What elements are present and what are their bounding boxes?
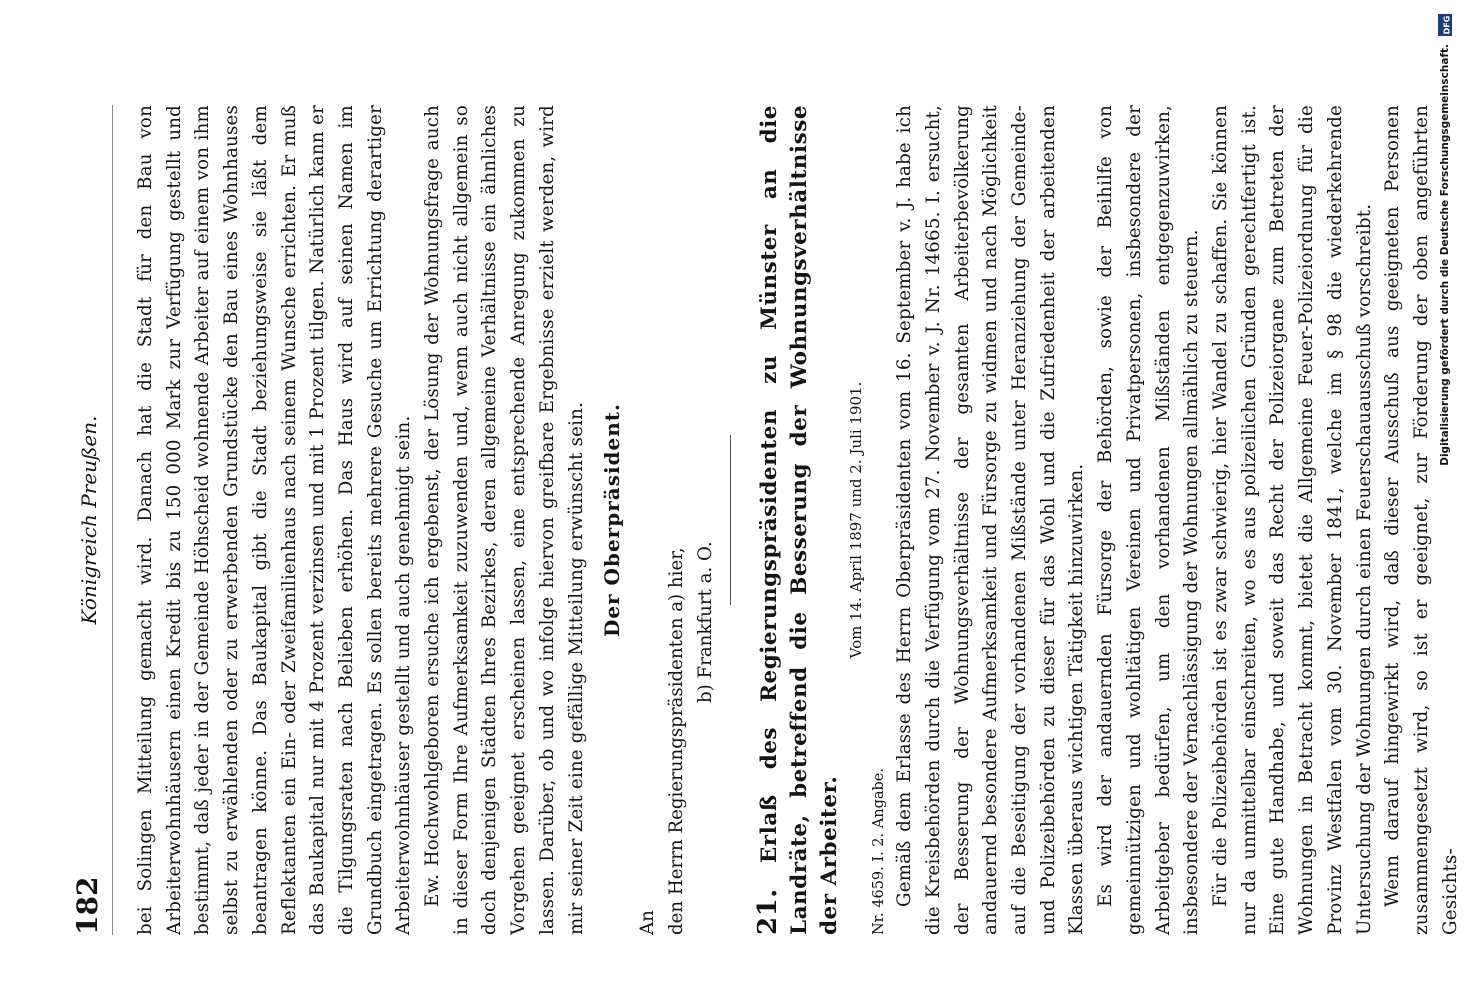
running-head: Königreich Preußen.	[77, 415, 101, 625]
address-an: An	[637, 910, 659, 935]
page-number: 182	[71, 876, 104, 935]
paragraph-ausschuss: Wenn darauf hingewirkt wird, daß dieser Ausschuß aus geeigneten Personen zusammengesetzt wird, so ist er geeignet, zur Förderung der oben angeführten Gesichts-	[1382, 105, 1461, 935]
rotated-scanned-page	[70, 65, 1461, 935]
paragraph-gemaess: Gemäß dem Erlasse des Herrn Oberpräsidenten vom 16. September v. J. habe ich die Kreisbehörden durch die Verfügung vom 27. November v. J. Nr. 14665. I. ersucht, der Besserung der Wohnungsverhältnisse der gesamten Arbeiterbevölkerung andauernd besondere Aufmerksamkeit und Fürsorge zu widmen und nach Möglichkeit auf die Beseitigung der vorhandenen Mißstände unter Heranziehung der Gemeinde- und Polizeibehörden zu dieser für das Wohl und die Zufriedenheit der arbeitenden Klassen überaus wichtigen Tätigkeit hinzuwirken.	[894, 105, 1088, 935]
digitization-credit	[1436, 14, 1452, 974]
paragraph-polizei: Für die Polizeibehörden ist es zwar schwierig, hier Wandel zu schaffen. Sie können nur da unmittelbar einschreiten, wo es aus polizeilichen Gründen gerechtfertigt ist. Eine gute Handhabe, und soweit das Recht der Polizeiorgane zum Betreten der Wohnungen in Betracht kommt, bietet die Allgemeine Feuer-Polizeiordnung für die Provinz Westfalen vom 30. November 1841, welche im § 98 die wiederkehrende Untersuchung der Wohnungen durch einen Feuerschauausschuß vorschreibt.	[1209, 105, 1375, 935]
paragraph-solingen: bei Solingen Mitteilung gemacht wird. Danach hat die Stadt für den Bau von Arbeiterwohnhäusern einen Kredit bis zu 150 000 Mark zur Verfügung gestellt und bestimmt, daß jeder in der Gemeinde Höhscheid wohnende Arbeiter auf einem von ihm selbst zu erwählenden oder zu erwerbenden Grundstücke den Bau eines Wohnhauses beantragen könne. Das Baukapital gibt die Stadt beziehungsweise sie läßt dem Reflektanten ein Ein- oder Zweifamilienhaus nach seinem Wunsche errichten. Er muß das Baukapital nur mit 4 Prozent verzinsen und mit 1 Prozent tilgen. Natürlich kann er die Tilgungsraten nach Belieben erhöhen. Das Haus wird auf seinen Namen im Grundbuch eingetragen. Es sollen bereits mehrere Gesuche um Errichtung derartiger Arbeiterwohnhäuser gestellt und auch genehmigt sein.	[135, 105, 415, 935]
paragraph-request: Ew. Hochwohlgeboren ersuche ich ergebenst, der Lösung der Wohnungsfrage auch in dieser Form Ihre Aufmerksamkeit zuzuwenden und, wenn auch nicht allgemein so doch denjenigen Städten Ihres Bezirkes, deren allgemeine Verhältnisse ein ähnliches Vorgehen geeignet erscheinen lassen, eine entsprechende Anregung zukommen zu lassen. Darüber, ob und wo infolge hiervon greifbare Ergebnisse erzielt werden, wird mir seiner Zeit eine gefällige Mitteilung erwünscht sein.	[422, 105, 587, 935]
section-divider	[730, 435, 731, 605]
page-body	[132, 105, 1465, 935]
page-header	[70, 105, 110, 935]
section-reference: Nr. 4659. I. 2. Angabe.	[871, 768, 888, 935]
signature: Der Oberpräsident.	[600, 402, 625, 638]
header-rule	[112, 105, 113, 935]
digitization-credit-text: Digitalisierung gefördert durch die Deutsche Forschungsgemeinschaft.	[1439, 44, 1451, 466]
section-title-text: Erlaß des Regierungspräsidenten zu Münster an die Landräte, betreffend die Besserung der Wohnungsverhältnisse der Arbeiter.	[757, 105, 843, 935]
paragraph-fuersorge: Es wird der andauernden Fürsorge der Behörden, sowie der Beihilfe von gemeinnützigen und wohltätigen Vereinen und Privatpersonen, insbesondere der Arbeitgeber bedürfen, um den vorhandenen Mißständen entgegenzuwirken, insbesondere der Vernachlässigung der Wohnungen allmählich zu steuern.	[1095, 105, 1203, 935]
address-a: den Herrn Regierungspräsidenten a) hier,	[666, 547, 688, 935]
dfg-logo	[1438, 14, 1452, 36]
address-b: b) Frankfurt a. O.	[695, 541, 717, 703]
book-page	[70, 65, 1461, 935]
section-date: Vom 14. April 1897 und 2. Juli 1901.	[847, 381, 866, 659]
dfg-logo-text: DFG	[1442, 15, 1452, 35]
section-title	[753, 105, 845, 935]
section-number: 21.	[753, 888, 784, 935]
